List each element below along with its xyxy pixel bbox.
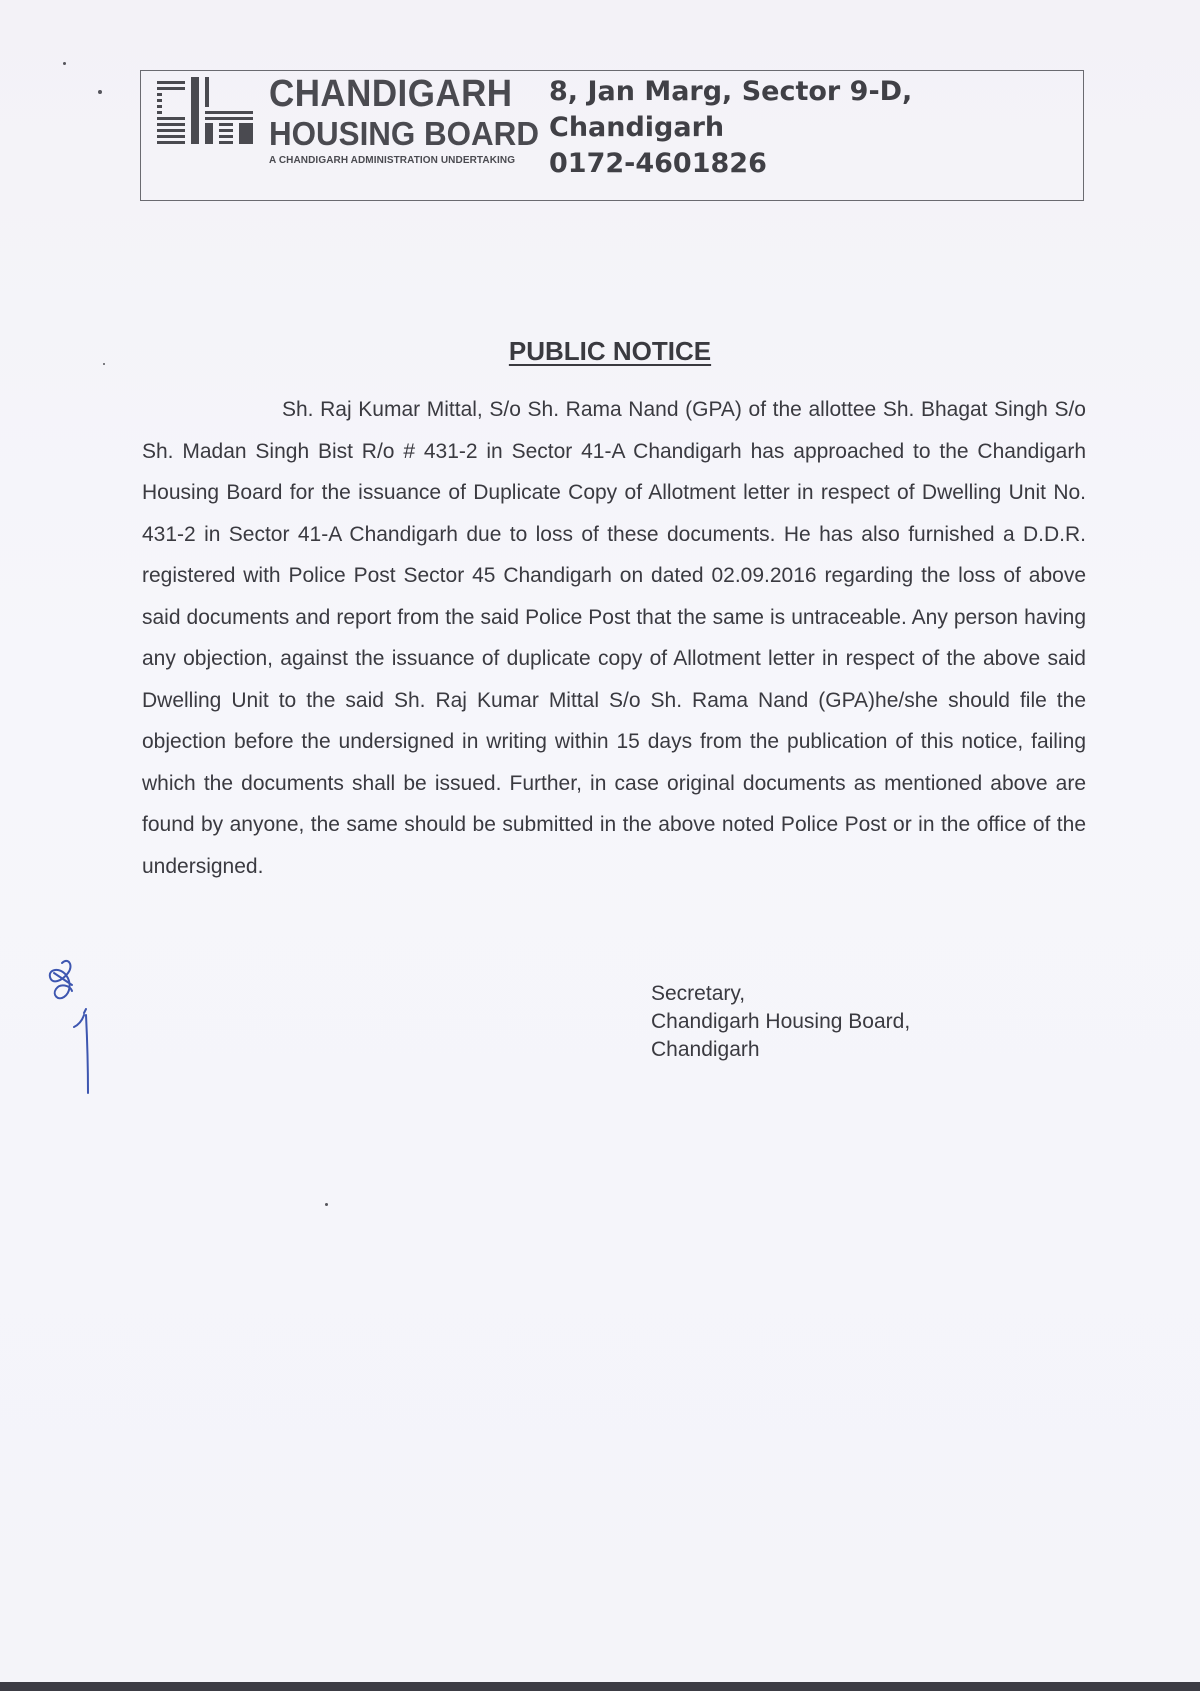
signature-block [651, 980, 910, 1064]
notice-body: Sh. Raj Kumar Mittal, S/o Sh. Rama Nand (GPA) of the allottee Sh. Bhagat Singh S/o Sh. Madan Singh Bist R/o # 431-2 in Sector 41-A Chandigarh has approached to the Chandigarh Housing Board for the issuance of Duplicate Copy of Allotment letter in respect of Dwelling Unit No. 431-2 in Sector 41-A Chandigarh due to loss of these documents. He has also furnished a D.D.R. registered with Police Post Sector 45 Chandigarh on dated 02.09.2016 regarding the loss of above said documents and report from the said Police Post that the same is untraceable. Any person having any objection, against the issuance of duplicate copy of Allotment letter in respect of the above said Dwelling Unit to the said Sh. Raj Kumar Mittal S/o Sh. Rama Nand (GPA)he/she should file the objection before the undersigned in writing within 15 days from the publication of this notice, failing which the documents shall be issued. Further, in case original documents as mentioned above are found by anyone, the same should be submitted in the above noted Police Post or in the office of the undersigned. [142, 398, 1086, 878]
speck-mark [63, 62, 66, 65]
notice-title: PUBLIC NOTICE [508, 336, 712, 366]
signatory-city: Chandigarh [651, 1038, 760, 1061]
speck-mark [325, 1203, 328, 1206]
logo-title: CHANDIGARH [269, 73, 513, 115]
logo-subtitle: HOUSING BOARD [269, 115, 539, 152]
chb-logo-icon [157, 77, 253, 151]
logo-tagline: A CHANDIGARH ADMINISTRATION UNDERTAKING [269, 155, 516, 166]
letterhead [140, 70, 1084, 201]
phone-number: 0172-4601826 [549, 148, 767, 179]
address-line-1: 8, Jan Marg, Sector 9-D, [549, 76, 913, 107]
address-line-2: Chandigarh [549, 112, 725, 143]
signatory-organisation: Chandigarh Housing Board, [651, 1010, 911, 1033]
handwritten-initials-icon [40, 955, 100, 1095]
scan-edge [0, 1682, 1200, 1691]
speck-mark [98, 90, 102, 94]
signatory-title: Secretary, [651, 982, 746, 1005]
address-block [549, 74, 912, 182]
